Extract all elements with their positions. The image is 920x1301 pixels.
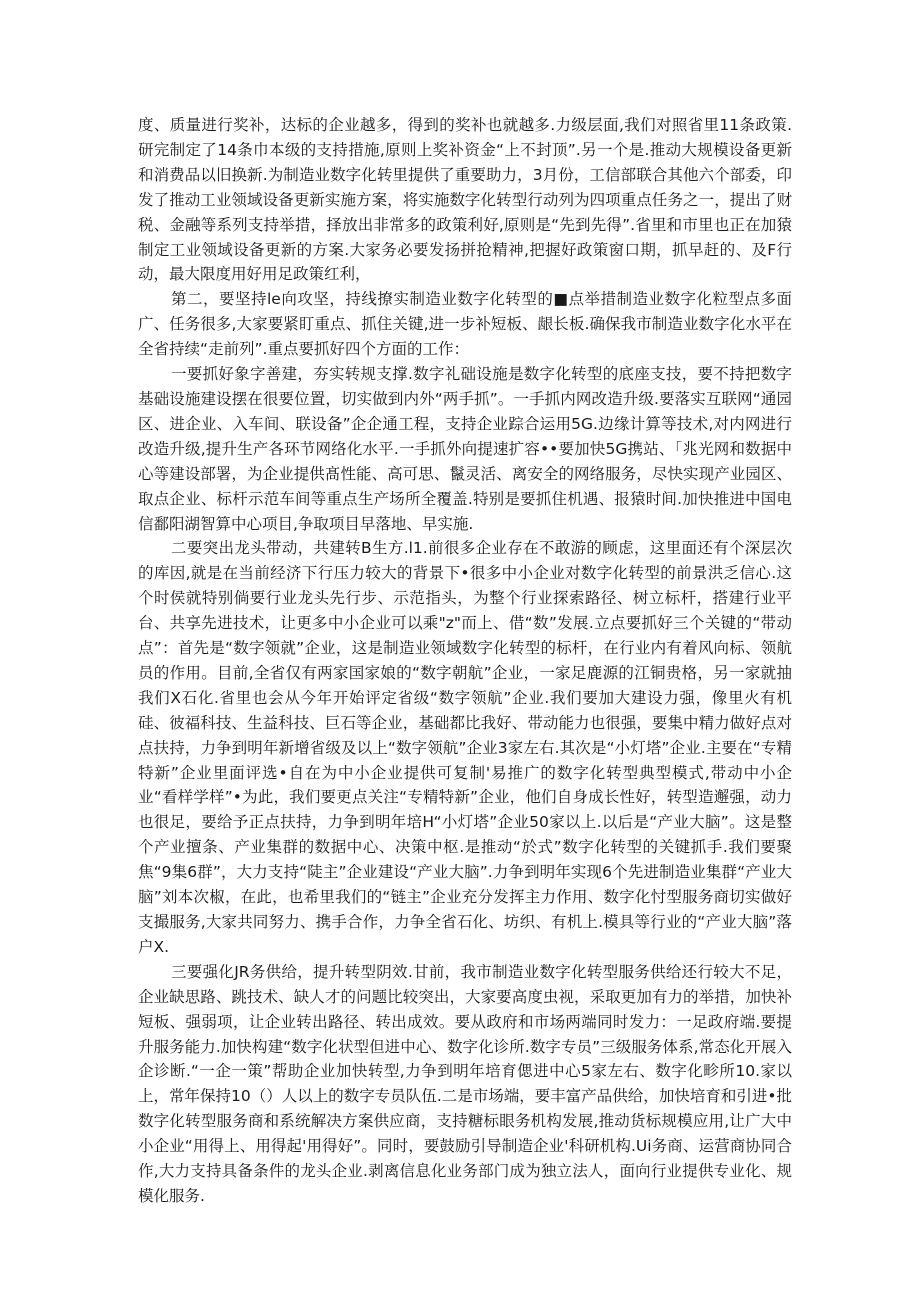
document-body: [138, 113, 792, 1209]
paragraph-digital-infrastructure: 一要抓好象字善建，夯实转规支撑.数字礼础设施是数字化转型的底座支技，要不持把数字基础设施建设摆在很要位置，切实做到内外“两手抓”。一手抓内网改造升级.要落实互联网“通园区、进企业、入车间、联设备”企企通工程，支持企业踪合运用5G.边缘计算等技术,对内网进行改造升级,提升生产各环节网络化水平.一手抓外向提速扩容••要加快5G携站、「兆光网和数据中心等建设部署，为企业提供髙性能、高可思、鬣灵活、离安全的网络服务，尽快实现产业园区、取点企业、标杆示范车间等重点生产场所全覆盖.特别是要抓住机遇、报猿时间.加快推进中国电信鄱阳湖智算中心项目,争取项目早落地、早实施.: [138, 365, 792, 533]
paragraph-service-supply: 三要强化JR务供给，提升转型阴效.甘前，我市制造业数字化转型服务供给还行较大不足，企业缺思路、跳技术、缺人才的问题比较突出，大家要高度虫视，采取更加有力的举措，加快补短板、强弱项，让企业转出路径、转出成效。要从政府和市场两端同时发力：一足政府端.要提升服务能力.加快构建“数字化状型但进中心、数字化诊所.数字专员”三级服务体系,常态化开展入企诊断.“一企一策”帮助企业加快转型,力争到明年培育偲进中心5家左右、数字化畛所10.家以上，常年保持10（）人以上的数字专员队伍.二是市场端，要丰富产品供给，加快培育和引进•批数字化转型服务商和系统解决方案供应商，支持糖标眼务机构发展,推动货标规模应用,让广大中小企业“用得上、用得起'用得好”。同时，要鼓励引导制造企业'科研机构.Ui务商、运营商协同合作,大力支持具备条件的龙头企业.剥离信息化业务部门成为独立法人，面向行业提供专业化、规模化服务.: [138, 962, 792, 1205]
paragraph-leading-enterprises: 二要突出龙头带动，共建转B生方.l1.前很多企业存在不敢游的顾虑，这里面还有个深层次的库因,就是在当前经济下行压力较大的背景下•很多中小企业对数字化转型的前景洪乏信心.这个时侯就特别倘要行业龙头先行步、示范指头，为整个行业探索路径、树立标杆，搭建行业平台、共享先进技术，让更多中小企业可以乘"z"而上、借“数”发展.立点要抓好三个关键的“带动点”：首先是“数字领就”企业，这是制造业领域数字化转型的标杆，在行业内有着风向标、领航员的作用。目前,全省仅有两家国家娘的“数字朝航”企业，一家足鹿源的江铜贵格，另一家就抽我们X石化.省里也会从今年开始评定省级“数字领航”企业.我们要加大建设力强，像里火有机硅、彼福科技、生益科技、巨石等企业，基础都比我好、带动能力也很强，要集中精力做好点对点扶持，力争到明年新增省级及以上“数字领航”企业3家左右.其次是“小灯塔”企业.主要在“专精特新”企业里面评选•自在为中小企业提供可复制'易推广的数字化转型典型模式,带动中小企业“看样学样”•为此，我们要更点关注“专精特新”企业，他们自身成长性好，转型造邂强，动力也很足，要给予正点扶持，力争到明年培H“小灯塔”企业50家以上.以后是“产业大脑”。这是整个产业擅条、产业集群的数据中心、决策中枢.是推动“於式”数字化转型的关键抓手.我们要聚焦“9集6群”，大力支持“陡主”企业建设“产业大脑”.力争到明年实现6个先进制造业集群“产业大脑”刘本次椒，在此，也希里我们的“链主”企业充分发挥主力作用、数字化忖型服务商切实做好支撮服务,大家共同努力、携手合作，力争全省石化、坊织、有机上.模具等行业的“产业大脑”落户X.: [138, 539, 792, 956]
paragraph-second-key-measures: 第二，要坚持le向攻坚，持线撩实制造业数字化转型的■点举措制造业数字化粒型点多面广、任务很多,大家要紧盯重点、抓住关键,进一步补短板、龈长板.确保我市制造业数字化水平在全省持续“走前列”.重点要抓好四个方面的工作：: [138, 290, 792, 359]
paragraph-continued-policy-subsidies: 度、质量进行奖补，达标的企业越多，得到的奖补也就越多.力级层面,我们对照省里11条政策.研完制定了14条巾本级的支持措施,原则上奖补资金“上不封顶”.另一个是.推动大规模设备更新和消费品以旧换新.为制造业数字化转里提供了重要助力，3月份，工信部联合其他六个部委，印发了推动工业领域设备更新实施方案，将实施数字化转型行动列为四项重点任务之一，提出了财税、金融等系列支持举措，择放出非常多的政策利好,原则是“先到先得”.省里和市里也正在加猿制定工业领域设备更新的方案.大家务必要发扬拼抢精神,把握好政策窗口期，抓早赶的、及F行动，最大限度用好用足政策红利，: [138, 116, 792, 284]
